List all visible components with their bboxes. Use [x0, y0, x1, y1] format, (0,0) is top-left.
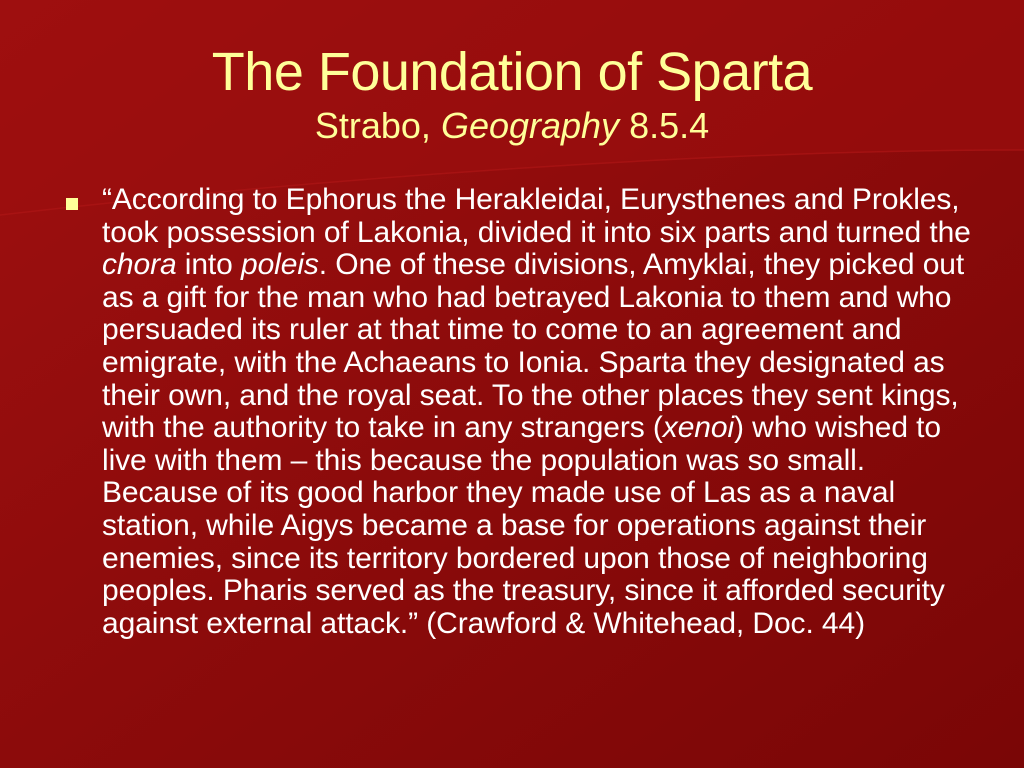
subtitle-reference: 8.5.4: [619, 105, 710, 146]
bullet-list: [60, 184, 980, 640]
slide-subtitle: [0, 104, 1024, 148]
quote-part-1: “According to Ephorus the Herakleidai, Eurysthenes and Prokles, took possession of Lakonia, divided it into six parts and turned the: [102, 183, 971, 249]
quote-part-3: . One of these divisions, Amyklai, they picked out as a gift for the man who had betrayed Lakonia to them and who persuaded its ruler at that time to come to an agreement and emigrate, with the Achaeans to Ionia. Sparta they designated as their own, and the royal seat. To the other places they sent kings, with the authority to take in any strangers (: [102, 248, 965, 445]
term-poleis: poleis: [241, 248, 319, 282]
quote-part-4: ) who wished to live with them – this because the population was so small. Because of its good harbor they made use of Las as a naval station, while Aigys became a base for operations against their enemies, since its territory bordered upon those of neighboring peoples. Pharis served as the treasury, since it afforded security against external attack.” (Crawford & Whitehead, Doc. 44): [102, 411, 945, 640]
title-block: [0, 40, 1024, 148]
subtitle-author: Strabo,: [314, 105, 441, 146]
bullet-text: [102, 184, 980, 640]
subtitle-work: Geography: [440, 105, 620, 146]
slide-title: The Foundation of Sparta: [211, 42, 813, 102]
term-chora: chora: [102, 248, 177, 282]
square-bullet-icon: [66, 198, 78, 210]
term-xenoi: xenoi: [662, 411, 735, 445]
quote-part-2: into: [176, 248, 241, 282]
